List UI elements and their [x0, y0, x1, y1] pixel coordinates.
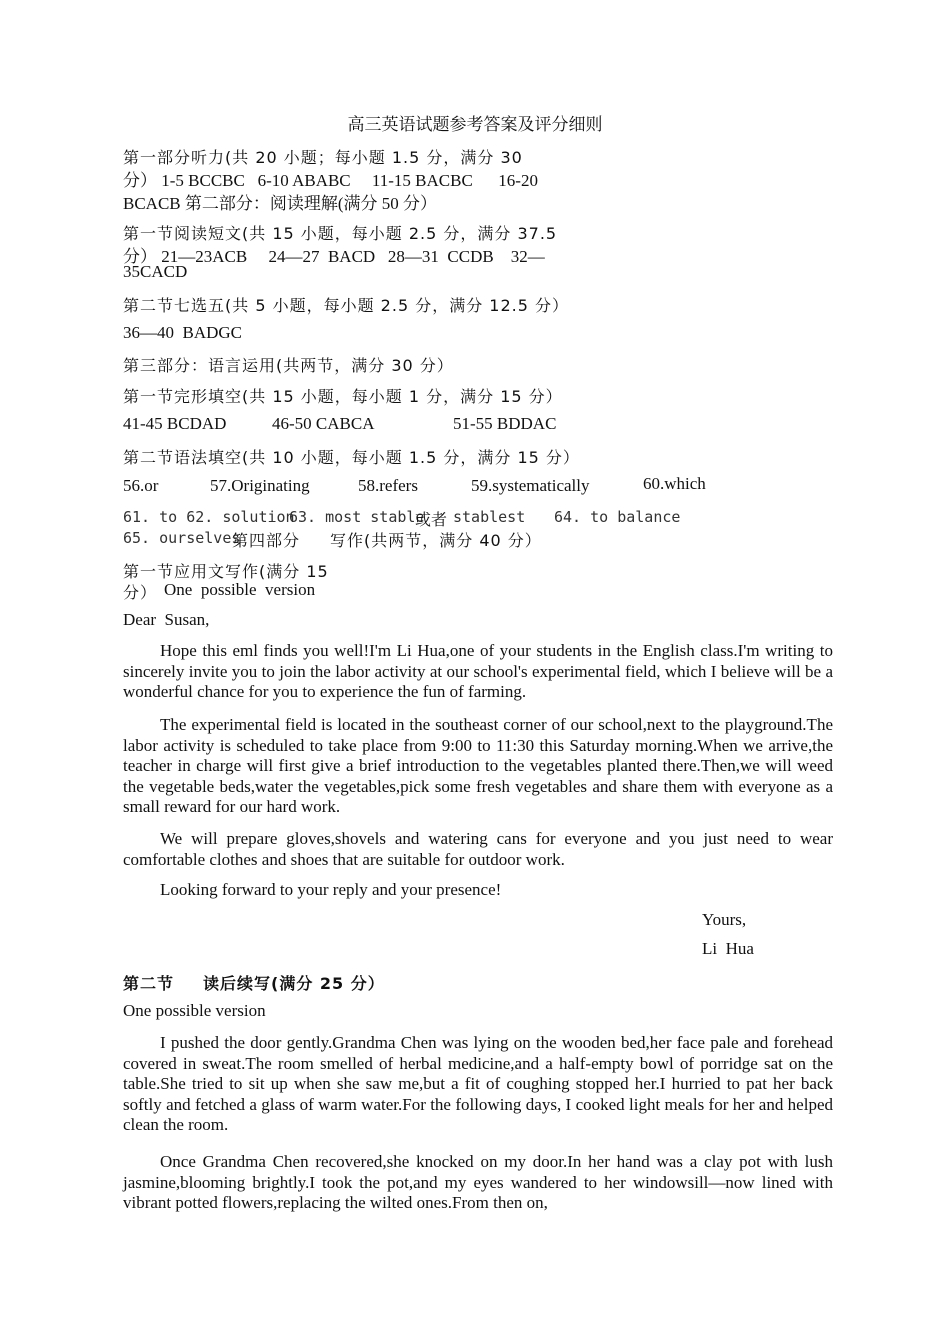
reading-section2-heading: 第二节七选五(共 5 小题，每小题 2.5 分，满分 12.5 分）: [123, 296, 570, 315]
reading-section1-heading: 第一节阅读短文(共 15 小题，每小题 2.5 分，满分 37.5: [123, 224, 558, 243]
grammar-answer-56: 56.or: [123, 476, 159, 495]
reading-section1-answers-end: 35CACD: [123, 262, 188, 281]
writing1-version-label: One possible version: [164, 580, 316, 599]
writing2-label: 第二节: [123, 974, 175, 993]
reading-section1-answers: 分） 21—23ACB 24—27 BACD 28—31 CCDB 32—: [123, 247, 545, 266]
grammar-answer-59: 59.systematically: [471, 476, 590, 495]
grammar-answer-60: 60.which: [643, 474, 706, 493]
letter-greeting: Dear Susan,: [123, 610, 210, 629]
page-title: 高三英语试题参考答案及评分细则: [347, 115, 603, 134]
part4-label: 第四部分: [232, 531, 301, 550]
cloze-answers-2: 46-50 CABCA: [272, 414, 375, 433]
grammar-or-label: 或者: [415, 510, 448, 529]
cloze-heading: 第一节完形填空(共 15 小题，每小题 1 分，满分 15 分）: [123, 387, 563, 406]
reading-section2-answers: 36—40 BADGC: [123, 323, 243, 342]
grammar-answer-58: 58.refers: [358, 476, 418, 495]
letter-signature: Li Hua: [702, 939, 754, 958]
letter-closing: Yours,: [702, 910, 747, 929]
cloze-answers-1: 41-45 BCDAD: [123, 414, 227, 433]
letter-paragraph-3: We will prepare gloves,shovels and watering cans for everyone and you just need to wear comfortable clothes and shoes that are suitable for outdoor work.: [123, 829, 833, 869]
letter-paragraph-4: Looking forward to your reply and your presence!: [160, 880, 502, 899]
grammar-answer-63-alt: stablest: [453, 508, 526, 526]
grammar-answer-57: 57.Originating: [210, 476, 310, 495]
grammar-answer-63: 63. most stable: [289, 508, 425, 526]
writing1-heading-end: 分）: [123, 583, 158, 602]
part1-answers: 分） 1-5 BCCBC 6-10 ABABC 11-15 BACBC 16-20: [123, 171, 538, 190]
part1-heading: 第一部分听力(共 20 小题；每小题 1.5 分，满分 30: [123, 148, 523, 167]
writing2-version-label: One possible version: [123, 1001, 266, 1020]
part1-answers-end: BCACB 第二部分：阅读理解(满分 50 分）: [123, 194, 438, 213]
continuation-paragraph-1: I pushed the door gently.Grandma Chen was lying on the wooden bed,her face pale and forehead covered in sweat.The room smelled of herbal medicine,and a half-empty bowl of porridge sat on the table.She tried to sit up when she saw me,but a fit of coughing stopped her.I hurried to pat her back softly and fetched a glass of warm water.For the following days, I cooked light meals for her and helped clean the room.: [123, 1033, 833, 1134]
part3-heading: 第三部分：语言运用(共两节，满分 30 分）: [123, 356, 454, 375]
writing1-heading: 第一节应用文写作(满分 15: [123, 562, 329, 581]
part4-heading: 写作(共两节，满分 40 分）: [330, 531, 542, 550]
letter-paragraph-1: Hope this eml finds you well!I'm Li Hua,one of your students in the English class.I'm writing to sincerely invite you to join the labor activity at our school's experimental field, which I believe will be a wonderful chance for you to experience the fun of farming.: [123, 641, 833, 701]
grammar-answer-61-62: 61. to 62. solution: [123, 508, 295, 526]
cloze-answers-3: 51-55 BDDAC: [453, 414, 557, 433]
continuation-paragraph-2: Once Grandma Chen recovered,she knocked on my door.In her hand was a clay pot with lush jasmine,blooming brightly.I took the pot,and my eyes wandered to her windowsill—now lined with vibrant potted flowers,replacing the wilted ones.From then on,: [123, 1152, 833, 1212]
writing2-heading: 读后续写(满分 25 分）: [203, 974, 385, 993]
letter-paragraph-2: The experimental field is located in the southeast corner of our school,next to the playground.The labor activity is scheduled to take place from 9:00 to 11:30 this Saturday morning.When we arrive,the teacher in charge will first give a brief introduction to the vegetables planted there.Then,we will weed the vegetable beds,water the vegetables,pick some fresh vegetables and share them with everyone as a small reward for our hard work.: [123, 715, 833, 816]
grammar-answer-65: 65. ourselves: [123, 529, 241, 547]
grammar-heading: 第二节语法填空(共 10 小题，每小题 1.5 分，满分 15 分）: [123, 448, 580, 467]
grammar-answer-64: 64. to balance: [554, 508, 681, 526]
